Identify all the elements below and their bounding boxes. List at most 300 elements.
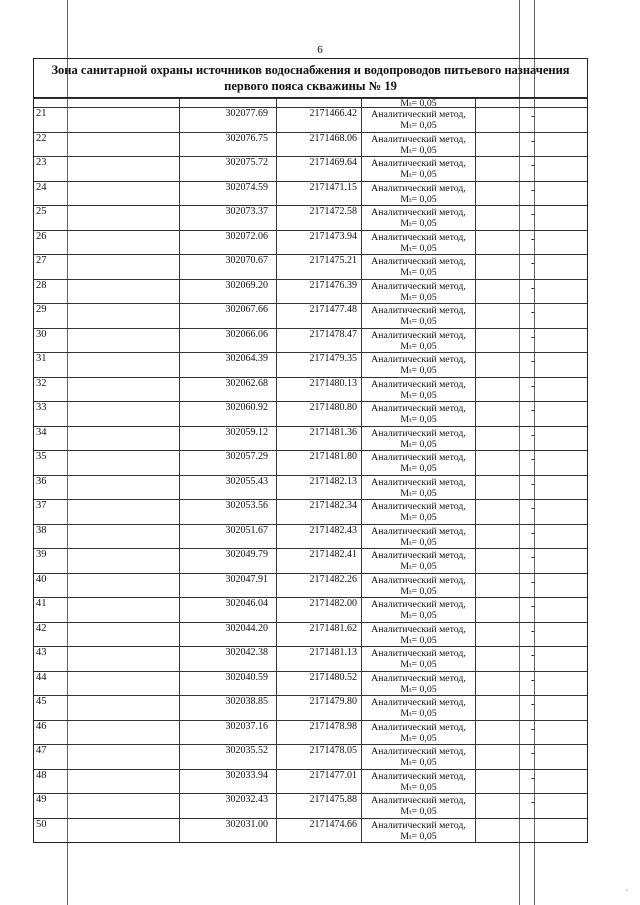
method-cell: [362, 476, 476, 500]
dash-mark: -: [531, 575, 535, 588]
mark-cell: [476, 549, 589, 573]
method-text: Аналитический метод,: [371, 819, 466, 831]
point-number: 47: [36, 745, 47, 756]
point-number-cell: [34, 819, 180, 843]
x-coordinate: 302053.56: [225, 500, 268, 511]
dash-mark: -: [531, 551, 535, 563]
dash-mark: -: [531, 281, 535, 294]
x-coordinate-cell: [180, 304, 277, 328]
point-number-cell: [34, 329, 180, 353]
table-row: [34, 132, 587, 157]
mark-cell: [476, 794, 589, 818]
x-coordinate-cell: [180, 182, 277, 206]
table-row: [34, 303, 587, 328]
table-row: [34, 230, 587, 255]
point-number: 38: [36, 524, 47, 536]
y-coordinate-cell: [277, 672, 362, 696]
method-text: Аналитический метод,: [371, 525, 466, 537]
y-coordinate-cell: [277, 745, 362, 769]
coordinates-table: [33, 98, 588, 843]
precision-text: Мₜ= 0,05: [400, 708, 437, 719]
y-coordinate-cell: [277, 721, 362, 745]
mark-cell: [476, 157, 589, 181]
method-text: Аналитический метод,: [371, 501, 466, 512]
x-coordinate: 302062.68: [225, 377, 268, 389]
method-text: Аналитический метод,: [371, 305, 466, 316]
y-coordinate-cell: [277, 525, 362, 549]
table-row: [34, 377, 587, 402]
y-coordinate-cell: [277, 108, 362, 132]
point-number-cell: [34, 182, 180, 206]
y-coordinate-cell: [277, 549, 362, 573]
method-cell: [362, 574, 476, 598]
precision-text: Мₜ= 0,05: [400, 242, 437, 254]
point-number-cell: [34, 549, 180, 573]
y-coordinate: 2171481.62: [309, 622, 357, 634]
table-row: [34, 254, 587, 279]
mark-cell: [476, 304, 589, 328]
point-number: 26: [36, 230, 47, 242]
method-cell: [362, 329, 476, 353]
dash-mark: -: [531, 330, 535, 343]
x-coordinate: 302064.39: [225, 353, 268, 364]
x-coordinate-cell: [180, 280, 277, 304]
method-cell: [362, 549, 476, 573]
dash-mark: -: [531, 379, 535, 392]
mark-cell: [476, 500, 589, 524]
mark-cell: [476, 353, 589, 377]
dash-mark: -: [531, 477, 535, 490]
point-number-cell: [34, 451, 180, 475]
y-coordinate: 2171473.94: [309, 230, 357, 242]
precision-text: Мₜ= 0,05: [400, 757, 437, 768]
point-number: 41: [36, 598, 47, 609]
dash-mark: -: [531, 183, 535, 196]
y-coordinate-cell: [277, 304, 362, 328]
mark-cell: [476, 525, 589, 549]
method-text: Аналитический метод,: [371, 280, 466, 292]
y-coordinate-cell: [277, 476, 362, 500]
continuation-row: [34, 98, 587, 107]
dash-mark: -: [531, 600, 535, 612]
mark-cell: [476, 598, 589, 622]
method-text: Аналитический метод,: [371, 746, 466, 757]
method-text: Аналитический метод,: [371, 770, 466, 782]
precision-text: Мₜ= 0,05: [400, 732, 437, 744]
scan-mark: ,: [626, 883, 628, 892]
x-coordinate-cell: [180, 525, 277, 549]
x-coordinate-cell: [180, 647, 277, 671]
y-coordinate: 2171471.15: [309, 181, 357, 193]
point-number: 49: [36, 794, 47, 805]
x-coordinate: 302073.37: [225, 206, 268, 217]
y-coordinate: 2171481.36: [309, 426, 357, 438]
dash-mark: -: [531, 747, 535, 759]
table-row: [34, 524, 587, 549]
point-number-cell: [34, 427, 180, 451]
x-coordinate: 302032.43: [225, 794, 268, 805]
y-coordinate: 2171479.35: [309, 353, 357, 364]
method-cell: [362, 770, 476, 794]
mark-cell: [476, 402, 589, 426]
method-cell: [362, 451, 476, 475]
point-number: 50: [36, 818, 47, 830]
x-coordinate-cell: [180, 108, 277, 132]
table-row: [34, 450, 587, 475]
precision-text: Мₜ= 0,05: [400, 144, 437, 156]
x-coordinate-cell: [180, 231, 277, 255]
table-row: [34, 107, 587, 132]
x-coordinate-cell: [180, 206, 277, 230]
x-coordinate: 302057.29: [225, 451, 268, 462]
table-row: [34, 279, 587, 304]
x-coordinate: 302044.20: [225, 622, 268, 634]
y-coordinate: 2171475.88: [309, 794, 357, 805]
x-coordinate-cell: [180, 402, 277, 426]
x-coordinate: 302035.52: [225, 745, 268, 756]
x-coordinate: 302051.67: [225, 524, 268, 536]
x-coordinate-cell: [180, 696, 277, 720]
table-row: [34, 769, 587, 794]
y-coordinate: 2171482.41: [309, 549, 357, 560]
dash-mark: -: [531, 159, 535, 171]
precision-text: Мₜ= 0,05: [400, 120, 437, 131]
x-coordinate-cell: [180, 427, 277, 451]
mark-cell: [476, 108, 589, 132]
point-number-cell: [34, 721, 180, 745]
table-row: [34, 793, 587, 818]
method-cell: [362, 696, 476, 720]
y-coordinate: 2171478.47: [309, 328, 357, 340]
precision-text: Мₜ= 0,05: [400, 536, 437, 548]
table-row: [34, 622, 587, 647]
point-number: 23: [36, 157, 47, 168]
precision-text: Мₜ= 0,05: [400, 781, 437, 793]
point-number: 32: [36, 377, 47, 389]
y-coordinate: 2171474.66: [309, 818, 357, 830]
point-number-cell: [34, 133, 180, 157]
y-coordinate: 2171480.52: [309, 671, 357, 683]
method-cell: [362, 206, 476, 230]
point-number: 25: [36, 206, 47, 217]
x-coordinate-cell: [180, 133, 277, 157]
x-coordinate-cell: [180, 476, 277, 500]
x-coordinate: 302076.75: [225, 132, 268, 144]
method-cell: [362, 182, 476, 206]
dash-mark: -: [531, 257, 535, 269]
precision-text: Мₜ= 0,05: [400, 806, 437, 817]
point-number: 40: [36, 573, 47, 585]
method-text: Аналитический метод,: [371, 672, 466, 684]
method-cell: [362, 304, 476, 328]
method-cell: [362, 280, 476, 304]
point-number: 45: [36, 696, 47, 707]
precision-text: Мₜ= 0,05: [400, 683, 437, 695]
method-cell: [362, 819, 476, 843]
y-coordinate: 2171466.42: [309, 108, 357, 119]
precision-text: Мₜ= 0,05: [400, 291, 437, 303]
mark-cell: [476, 206, 589, 230]
mark-cell: [476, 329, 589, 353]
x-coordinate-cell: [180, 598, 277, 622]
y-coordinate: 2171481.13: [309, 647, 357, 658]
method-text: Аналитический метод,: [371, 574, 466, 586]
x-coordinate-cell: [180, 794, 277, 818]
continuation-precision: Мₜ= 0,05: [400, 98, 437, 109]
y-coordinate: 2171482.34: [309, 500, 357, 511]
y-coordinate: 2171478.05: [309, 745, 357, 756]
mark-cell: [476, 182, 589, 206]
y-coordinate-cell: [277, 206, 362, 230]
x-coordinate-cell: [180, 721, 277, 745]
y-coordinate-cell: [277, 598, 362, 622]
method-text: Аналитический метод,: [371, 721, 466, 733]
point-number: 42: [36, 622, 47, 634]
mark-cell: [476, 280, 589, 304]
point-number: 34: [36, 426, 47, 438]
point-number: 48: [36, 769, 47, 781]
table-row: [34, 573, 587, 598]
x-coordinate-cell: [180, 623, 277, 647]
dash-mark: -: [531, 404, 535, 416]
y-coordinate: 2171482.00: [309, 598, 357, 609]
point-number: 36: [36, 475, 47, 487]
point-number: 39: [36, 549, 47, 560]
precision-text: Мₜ= 0,05: [400, 169, 437, 180]
table-row: [34, 646, 587, 671]
precision-text: Мₜ= 0,05: [400, 830, 437, 842]
y-coordinate: 2171480.80: [309, 402, 357, 413]
y-coordinate-cell: [277, 255, 362, 279]
method-text: Аналитический метод,: [371, 648, 466, 659]
x-coordinate-cell: [180, 770, 277, 794]
x-coordinate-cell: [180, 451, 277, 475]
precision-text: Мₜ= 0,05: [400, 659, 437, 670]
y-coordinate: 2171476.39: [309, 279, 357, 291]
point-number: 44: [36, 671, 47, 683]
y-coordinate-cell: [277, 427, 362, 451]
x-coordinate-cell: [180, 819, 277, 843]
x-coordinate-cell: [180, 672, 277, 696]
precision-text: Мₜ= 0,05: [400, 438, 437, 450]
y-coordinate-cell: [277, 770, 362, 794]
y-coordinate-cell: [277, 402, 362, 426]
y-coordinate-cell: [277, 623, 362, 647]
method-text: Аналитический метод,: [371, 354, 466, 365]
mark-cell: [476, 721, 589, 745]
method-cell: [362, 378, 476, 402]
method-cell: [362, 672, 476, 696]
x-coordinate-cell: [180, 157, 277, 181]
table-row: [34, 401, 587, 426]
point-number-cell: [34, 794, 180, 818]
mark-cell: [476, 647, 589, 671]
method-cell: [362, 721, 476, 745]
point-number: 27: [36, 255, 47, 266]
method-cell: [362, 133, 476, 157]
method-text: Аналитический метод,: [371, 158, 466, 169]
x-coordinate-cell: [180, 255, 277, 279]
point-number: 31: [36, 353, 47, 364]
table-row: [34, 156, 587, 181]
table-row: [34, 695, 587, 720]
table-row: [34, 352, 587, 377]
mark-cell: [476, 427, 589, 451]
method-text: Аналитический метод,: [371, 378, 466, 390]
y-coordinate-cell: [277, 451, 362, 475]
point-number-cell: [34, 476, 180, 500]
mark-cell: [476, 133, 589, 157]
point-number-cell: [34, 623, 180, 647]
point-number-cell: [34, 745, 180, 769]
x-coordinate: 302060.92: [225, 402, 268, 413]
x-coordinate: 302049.79: [225, 549, 268, 560]
x-coordinate: 302077.69: [225, 108, 268, 119]
point-number: 24: [36, 181, 47, 193]
point-number-cell: [34, 402, 180, 426]
mark-cell: [476, 451, 589, 475]
x-coordinate-cell: [180, 329, 277, 353]
y-coordinate: 2171477.01: [309, 769, 357, 781]
method-text: Аналитический метод,: [371, 427, 466, 439]
precision-text: Мₜ= 0,05: [400, 267, 437, 278]
mark-cell: [476, 476, 589, 500]
point-number: 37: [36, 500, 47, 511]
x-coordinate-cell: [180, 574, 277, 598]
precision-text: Мₜ= 0,05: [400, 316, 437, 327]
y-coordinate-cell: [277, 280, 362, 304]
point-number-cell: [34, 157, 180, 181]
point-number-cell: [34, 500, 180, 524]
x-coordinate: 302075.72: [225, 157, 268, 168]
point-number-cell: [34, 378, 180, 402]
y-coordinate: 2171482.26: [309, 573, 357, 585]
precision-text: Мₜ= 0,05: [400, 487, 437, 499]
point-number: 28: [36, 279, 47, 291]
table-row: [34, 597, 587, 622]
point-number-cell: [34, 231, 180, 255]
dash-mark: -: [531, 526, 535, 539]
precision-text: Мₜ= 0,05: [400, 610, 437, 621]
y-coordinate-cell: [277, 329, 362, 353]
point-number-cell: [34, 647, 180, 671]
table-row: [34, 818, 587, 843]
method-cell: [362, 794, 476, 818]
x-coordinate: 302037.16: [225, 720, 268, 732]
method-text: Аналитический метод,: [371, 207, 466, 218]
point-number-cell: [34, 574, 180, 598]
y-coordinate: 2171481.80: [309, 451, 357, 462]
method-text: Аналитический метод,: [371, 231, 466, 243]
method-text: Аналитический метод,: [371, 550, 466, 561]
precision-text: Мₜ= 0,05: [400, 512, 437, 523]
point-number: 46: [36, 720, 47, 732]
dash-mark: -: [531, 134, 535, 147]
method-text: Аналитический метод,: [371, 133, 466, 145]
method-text: Аналитический метод,: [371, 476, 466, 488]
y-coordinate-cell: [277, 794, 362, 818]
method-text: Аналитический метод,: [371, 623, 466, 635]
method-text: Аналитический метод,: [371, 109, 466, 120]
method-cell: [362, 108, 476, 132]
x-coordinate-cell: [180, 549, 277, 573]
x-coordinate: 302033.94: [225, 769, 268, 781]
method-text: Аналитический метод,: [371, 182, 466, 194]
point-number-cell: [34, 770, 180, 794]
x-coordinate-cell: [180, 353, 277, 377]
y-coordinate-cell: [277, 819, 362, 843]
x-coordinate: 302055.43: [225, 475, 268, 487]
y-coordinate-cell: [277, 182, 362, 206]
y-coordinate-cell: [277, 157, 362, 181]
point-number: 29: [36, 304, 47, 315]
x-coordinate: 302066.06: [225, 328, 268, 340]
x-coordinate: 302067.66: [225, 304, 268, 315]
x-coordinate: 302070.67: [225, 255, 268, 266]
table-row: [34, 426, 587, 451]
method-text: Аналитический метод,: [371, 452, 466, 463]
method-text: Аналитический метод,: [371, 795, 466, 806]
x-coordinate: 302047.91: [225, 573, 268, 585]
mark-cell: [476, 378, 589, 402]
x-coordinate: 302074.59: [225, 181, 268, 193]
dash-mark: -: [531, 208, 535, 220]
y-coordinate-cell: [277, 378, 362, 402]
point-number-cell: [34, 672, 180, 696]
x-coordinate-cell: [180, 500, 277, 524]
dash-mark: -: [531, 624, 535, 637]
point-number: 30: [36, 328, 47, 340]
precision-text: Мₜ= 0,05: [400, 389, 437, 401]
method-cell: [362, 255, 476, 279]
method-cell: [362, 427, 476, 451]
table-row: [34, 499, 587, 524]
y-coordinate-cell: [277, 353, 362, 377]
table-row: [34, 744, 587, 769]
y-coordinate-cell: [277, 133, 362, 157]
dash-mark: -: [531, 110, 535, 122]
method-cell: [362, 500, 476, 524]
x-coordinate-cell: [180, 745, 277, 769]
method-cell: [362, 402, 476, 426]
method-cell: [362, 157, 476, 181]
point-number-cell: [34, 304, 180, 328]
y-coordinate-cell: [277, 231, 362, 255]
point-number-cell: [34, 108, 180, 132]
table-row: [34, 720, 587, 745]
point-number-cell: [34, 280, 180, 304]
point-number-cell: [34, 696, 180, 720]
precision-text: Мₜ= 0,05: [400, 365, 437, 376]
point-number: 33: [36, 402, 47, 413]
method-cell: [362, 623, 476, 647]
y-coordinate-cell: [277, 574, 362, 598]
dash-mark: -: [531, 771, 535, 784]
method-text: Аналитический метод,: [371, 599, 466, 610]
y-coordinate: 2171475.21: [309, 255, 357, 266]
table-row: [34, 475, 587, 500]
point-number: 22: [36, 132, 47, 144]
x-coordinate: 302069.20: [225, 279, 268, 291]
y-coordinate: 2171479.80: [309, 696, 357, 707]
dash-mark: -: [531, 453, 535, 465]
y-coordinate: 2171480.13: [309, 377, 357, 389]
method-cell: [362, 231, 476, 255]
y-coordinate: 2171468.06: [309, 132, 357, 144]
x-coordinate: 302042.38: [225, 647, 268, 658]
point-number-cell: [34, 255, 180, 279]
table-row: [34, 181, 587, 206]
